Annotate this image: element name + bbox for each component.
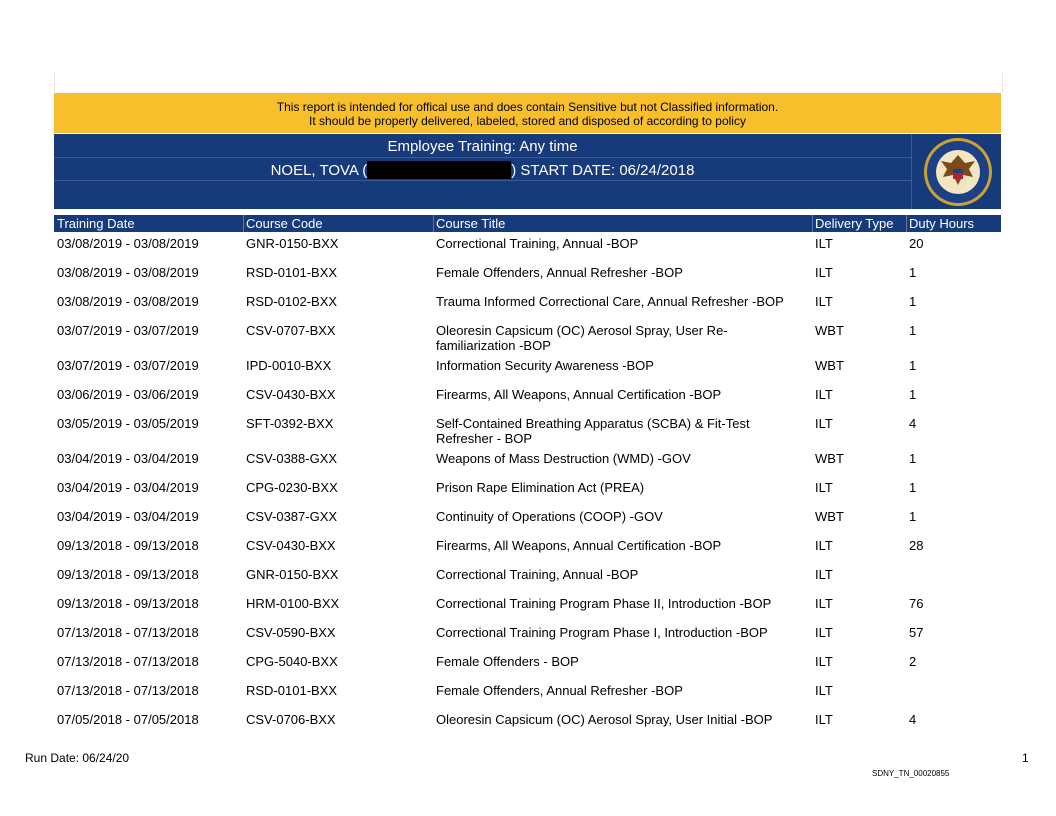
duty-hours: 1: [909, 509, 917, 524]
training-table: [54, 235, 1001, 731]
table-row: [54, 322, 1001, 357]
duty-hours: 1: [909, 323, 917, 338]
delivery-type: ILT: [815, 265, 833, 280]
col-delivery-type[interactable]: Delivery Type: [815, 216, 894, 231]
delivery-type: ILT: [815, 683, 833, 698]
report-banner: [54, 134, 1001, 209]
notice-line-1: This report is intended for offical use and does contain Sensitive but not Classified information.: [276, 100, 779, 114]
run-date: Run Date: 06/24/20: [25, 751, 130, 765]
delivery-type: WBT: [815, 358, 844, 373]
course-title: Continuity of Operations (COOP) -GOV: [436, 509, 663, 524]
duty-hours: 76: [909, 596, 924, 611]
course-code: CSV-0707-BXX: [246, 323, 336, 338]
col-course-code[interactable]: Course Code: [246, 216, 323, 231]
course-code: CSV-0387-GXX: [246, 509, 338, 524]
delivery-type: WBT: [815, 451, 844, 466]
table-row: [54, 450, 1001, 479]
course-title: Correctional Training, Annual -BOP: [436, 236, 639, 251]
course-code: GNR-0150-BXX: [246, 567, 339, 582]
duty-hours: 4: [909, 712, 917, 727]
course-code: CPG-0230-BXX: [246, 480, 338, 495]
duty-hours: 1: [909, 358, 917, 373]
course-title: Female Offenders, Annual Refresher -BOP: [436, 683, 683, 698]
col-separator: [906, 215, 907, 232]
table-row: [54, 415, 1001, 450]
table-row: [54, 653, 1001, 682]
banner-divider: [54, 180, 911, 181]
sensitivity-notice: [54, 93, 1001, 133]
table-header: [54, 215, 1001, 232]
course-title: Female Offenders, Annual Refresher -BOP: [436, 265, 683, 280]
delivery-type: ILT: [815, 236, 833, 251]
employee-name: NOEL, TOVA (: [270, 162, 368, 179]
duty-hours: 1: [909, 480, 917, 495]
col-duty-hours[interactable]: Duty Hours: [909, 216, 975, 231]
training-date: 03/07/2019 - 03/07/2019: [57, 358, 199, 373]
course-code: CSV-0430-BXX: [246, 387, 336, 402]
duty-hours: 1: [909, 294, 917, 309]
start-date: ) START DATE: 06/24/2018: [511, 162, 695, 179]
report-title: Employee Training: Any time: [387, 138, 578, 155]
delivery-type: ILT: [815, 567, 833, 582]
delivery-type: ILT: [815, 625, 833, 640]
delivery-type: ILT: [815, 294, 833, 309]
course-title: Correctional Training Program Phase II, Introduction -BOP: [436, 596, 772, 611]
table-row: [54, 711, 1001, 731]
course-code: HRM-0100-BXX: [246, 596, 340, 611]
course-code: RSD-0102-BXX: [246, 294, 338, 309]
employee-line: [54, 161, 911, 179]
delivery-type: ILT: [815, 416, 833, 431]
page-number: 1: [1022, 751, 1029, 765]
duty-hours: 57: [909, 625, 924, 640]
table-row: [54, 566, 1001, 595]
course-code: CSV-0590-BXX: [246, 625, 336, 640]
table-row: [54, 508, 1001, 537]
col-course-title[interactable]: Course Title: [436, 216, 506, 231]
duty-hours: 1: [909, 451, 917, 466]
table-row: [54, 479, 1001, 508]
col-separator: [812, 215, 813, 232]
col-separator: [243, 215, 244, 232]
training-date: 03/08/2019 - 03/08/2019: [57, 236, 199, 251]
delivery-type: ILT: [815, 538, 833, 553]
training-date: 03/07/2019 - 03/07/2019: [57, 323, 199, 338]
course-code: RSD-0101-BXX: [246, 265, 338, 280]
delivery-type: ILT: [815, 480, 833, 495]
course-title: Correctional Training Program Phase I, Introduction -BOP: [436, 625, 768, 640]
training-date: 07/05/2018 - 07/05/2018: [57, 712, 199, 727]
training-date: 07/13/2018 - 07/13/2018: [57, 654, 199, 669]
course-code: SFT-0392-BXX: [246, 416, 334, 431]
col-training-date[interactable]: Training Date: [57, 216, 135, 231]
course-title: Female Offenders - BOP: [436, 654, 579, 669]
table-row: [54, 386, 1001, 415]
delivery-type: WBT: [815, 323, 844, 338]
banner-divider: [54, 157, 911, 158]
training-date: 03/08/2019 - 03/08/2019: [57, 294, 199, 309]
course-title: Firearms, All Weapons, Annual Certification -BOP: [436, 387, 722, 402]
table-row: [54, 264, 1001, 293]
course-title: Prison Rape Elimination Act (PREA): [436, 480, 645, 495]
delivery-type: ILT: [815, 596, 833, 611]
duty-hours: 28: [909, 538, 924, 553]
training-date: 03/04/2019 - 03/04/2019: [57, 480, 199, 495]
training-date: 03/08/2019 - 03/08/2019: [57, 265, 199, 280]
duty-hours: 20: [909, 236, 924, 251]
course-code: CSV-0388-GXX: [246, 451, 338, 466]
course-title: Firearms, All Weapons, Annual Certification -BOP: [436, 538, 722, 553]
training-date: 03/05/2019 - 03/05/2019: [57, 416, 199, 431]
course-title: Correctional Training, Annual -BOP: [436, 567, 639, 582]
course-title: Information Security Awareness -BOP: [436, 358, 654, 373]
redaction-box: [367, 161, 511, 179]
course-code: RSD-0101-BXX: [246, 683, 338, 698]
notice-line-2: It should be properly delivered, labeled, stored and disposed of according to policy: [309, 114, 746, 128]
table-row: [54, 293, 1001, 322]
col-separator: [433, 215, 434, 232]
delivery-type: ILT: [815, 387, 833, 402]
table-row: [54, 537, 1001, 566]
training-date: 07/13/2018 - 07/13/2018: [57, 625, 199, 640]
training-date: 03/04/2019 - 03/04/2019: [57, 509, 199, 524]
table-row: [54, 235, 1001, 264]
delivery-type: ILT: [815, 654, 833, 669]
duty-hours: 1: [909, 265, 917, 280]
bates-number: SDNY_TN_00020855: [872, 769, 950, 778]
training-date: 09/13/2018 - 09/13/2018: [57, 596, 199, 611]
course-code: CSV-0430-BXX: [246, 538, 336, 553]
course-title: Oleoresin Capsicum (OC) Aerosol Spray, User Re-familiarization -BOP: [436, 323, 728, 353]
course-title: Trauma Informed Correctional Care, Annual Refresher -BOP: [436, 294, 784, 309]
course-title: Oleoresin Capsicum (OC) Aerosol Spray, User Initial -BOP: [436, 712, 773, 727]
duty-hours: 2: [909, 654, 917, 669]
training-date: 03/04/2019 - 03/04/2019: [57, 451, 199, 466]
delivery-type: ILT: [815, 712, 833, 727]
course-code: GNR-0150-BXX: [246, 236, 339, 251]
course-title: Self-Contained Breathing Apparatus (SCBA) & Fit-Test Refresher - BOP: [436, 416, 750, 446]
course-code: IPD-0010-BXX: [246, 358, 332, 373]
table-row: [54, 624, 1001, 653]
doj-seal-icon: [923, 137, 993, 207]
report-frame: [54, 72, 1003, 92]
course-title: Weapons of Mass Destruction (WMD) -GOV: [436, 451, 691, 466]
table-row: [54, 357, 1001, 386]
course-code: CPG-5040-BXX: [246, 654, 338, 669]
table-row: [54, 682, 1001, 711]
training-date: 03/06/2019 - 03/06/2019: [57, 387, 199, 402]
training-date: 09/13/2018 - 09/13/2018: [57, 567, 199, 582]
duty-hours: 4: [909, 416, 917, 431]
course-code: CSV-0706-BXX: [246, 712, 336, 727]
delivery-type: WBT: [815, 509, 844, 524]
training-date: 09/13/2018 - 09/13/2018: [57, 538, 199, 553]
table-row: [54, 595, 1001, 624]
training-date: 07/13/2018 - 07/13/2018: [57, 683, 199, 698]
duty-hours: 1: [909, 387, 917, 402]
